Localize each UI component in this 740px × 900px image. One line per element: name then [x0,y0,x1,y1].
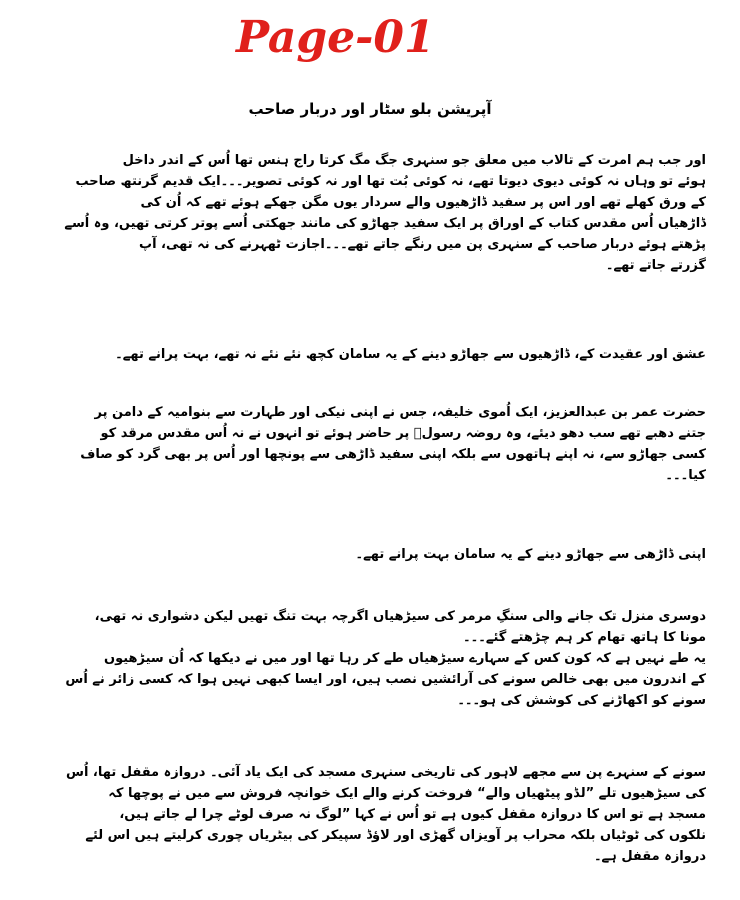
text-line: کے ورق کھلے تھے اور اس پر سفید ڈاڑھیوں والے سردار یوں مگن جھکے ہوئے تھے کہ اُن کی [140,195,706,210]
text-line: ہوئے تو وہاں نہ کوئی دیوی دیوتا تھے، نہ کوئی بُت تھا اور نہ کوئی تصویر۔۔۔ایک قدیم گرنتھ صاحب [75,174,706,189]
text-line: نلکوں کی ٹوٹیاں بلکہ محراب پر آویزاں گھڑی اور لاؤڈ سپیکر کی بیٹریاں چوری کرلیتے ہیں اس لئے [85,828,706,843]
text-line: سونے کو اکھاڑنے کی کوشش کی ہو۔۔۔ [457,693,706,708]
page-number-label: Page-01 [236,12,435,63]
text-line: کے اندرون میں بھی خالص سونے کی آرائشیں نصب ہیں، اور ایسا کبھی نہیں ہوا کہ کسی زائر نے اُس [65,672,706,687]
text-line: یہ طے نہیں ہے کہ کون کس کے سہارے سیڑھیاں طے کر رہا تھا اور میں نے دیکھا کہ اُن سیڑھیوں [103,651,706,666]
text-line: اپنی ڈاڑھی سے جھاڑو دینے کے یہ سامان بہت پرانے تھے۔ [355,547,706,562]
text-line: سونے کے سنہرے پن سے مجھے لاہور کی تاریخی سنہری مسجد کی ایک یاد آئی۔ دروازہ مقفل تھا، اُس [66,765,706,780]
text-line: کسی جھاڑو سے، نہ اپنے ہاتھوں سے بلکہ اپنی سفید ڈاڑھی سے پونچھا اور اُس پر بھی گرد کو صاف [80,447,706,462]
paragraph-4 [34,544,706,565]
text-line: دروازہ مقفل ہے۔ [593,849,706,864]
text-line: پڑھتے ہوئے دربار صاحب کے سنہری پن میں رنگے جاتے تھے۔۔۔اجازت ٹھہرنے کی نہ تھی، آپ [139,237,706,252]
document-title: آپریشن بلو سٹار اور دربار صاحب [248,100,492,118]
text-line: مسجد ہے تو اس کا دروازہ مقفل کیوں ہے تو اُس نے کہا ”لوگ نہ صرف لوٹے چرا لے جاتے ہیں، [119,807,706,822]
text-line: ڈاڑھیاں اُس مقدس کتاب کے اوراق پر ایک سفید جھاڑو کی مانند جھکتی اُسے پوتر کرتی تھیں، وہ اُسے [64,216,706,231]
paragraph-3 [34,402,706,486]
text-line: گزرتے جاتے تھے۔ [605,258,706,273]
text-line: اور جب ہم امرت کے تالاب میں معلق جو سنہری جگ مگ کرتا راج ہنس تھا اُس کے اندر داخل [122,153,706,168]
paragraph-6 [34,762,706,867]
paragraph-1 [34,150,706,276]
paragraph-5 [34,606,706,711]
text-line: مونا کا ہاتھ تھام کر ہم چڑھتے گئے۔۔۔ [463,630,706,645]
text-line: دوسری منزل تک جانے والی سنگِ مرمر کی سیڑھیاں اگرچہ بہت تنگ تھیں لیکن دشواری نہ تھی، [94,609,706,624]
text-line: حضرت عمر بن عبدالعزیز، ایک اُموی خلیفہ، جس نے اپنی نیکی اور طہارت سے بنوامیہ کے دامن پر [94,405,706,420]
paragraph-2 [34,344,706,365]
text-line: کی سیڑھیوں تلے ”لڈو پیٹھیاں والے“ فروخت کرنے والے ایک خوانچہ فروش سے میں نے پوچھا کہ [108,786,706,801]
text-line: کیا۔۔۔ [665,468,706,483]
text-line: جتنے دھبے تھے سب دھو دیئے، وہ روضہ رسولؐ پر حاضر ہوئے تو انہوں نے نہ اُس مقدس مرقد کو [100,426,706,441]
text-line: عشق اور عقیدت کے، ڈاڑھیوں سے جھاڑو دینے کے یہ سامان کچھ نئے نئے نہ تھے، بہت پرانے تھے۔ [115,347,706,362]
